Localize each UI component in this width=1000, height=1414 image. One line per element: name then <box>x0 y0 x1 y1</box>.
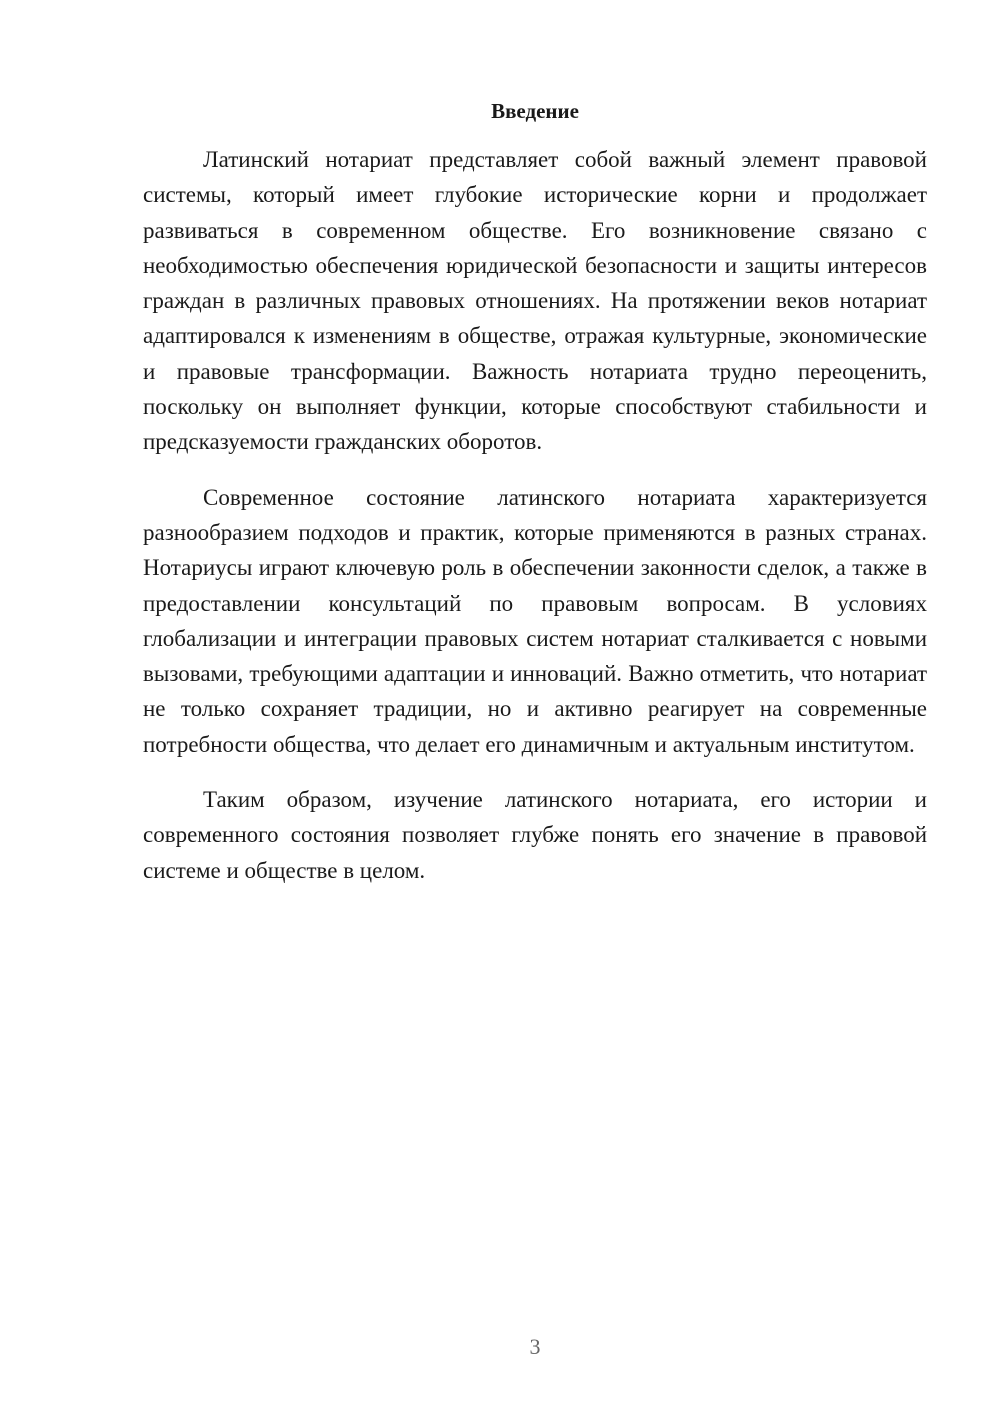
page-number: 3 <box>529 1334 541 1359</box>
paragraph-1: Латинский нотариат представляет собой важный элемент правовой системы, который имеет глубокие исторические корни и продолжает развиваться в современном обществе. Его возникновение связано с необходимостью обеспечения юридической безопасности и защиты интересов граждан в различных правовых отношениях. На протяжении веков нотариат адаптировался к изменениям в обществе, отражая культурные, экономические и правовые трансформации. Важность нотариата трудно переоценить, поскольку он выполняет функции, которые способствуют стабильности и предсказуемости гражданских оборотов. <box>143 147 927 455</box>
section-heading: Введение <box>491 99 579 123</box>
body-text <box>143 142 927 908</box>
paragraph-2: Современное состояние латинского нотариата характеризуется разнообразием подходов и практик, которые применяются в разных странах. Нотариусы играют ключевую роль в обеспечении законности сделок, а также в предоставлении консультаций по правовым вопросам. В условиях глобализации и интеграции правовых систем нотариат сталкивается с новыми вызовами, требующими адаптации и инноваций. Важно отметить, что нотариат не только сохраняет традиции, но и активно реагирует на современные потребности общества, что делает его динамичным и актуальным институтом. <box>143 484 927 757</box>
paragraph-3: Таким образом, изучение латинского нотариата, его истории и современного состояния позволяет глубже понять его значение в правовой системе и обществе в целом. <box>143 787 927 883</box>
